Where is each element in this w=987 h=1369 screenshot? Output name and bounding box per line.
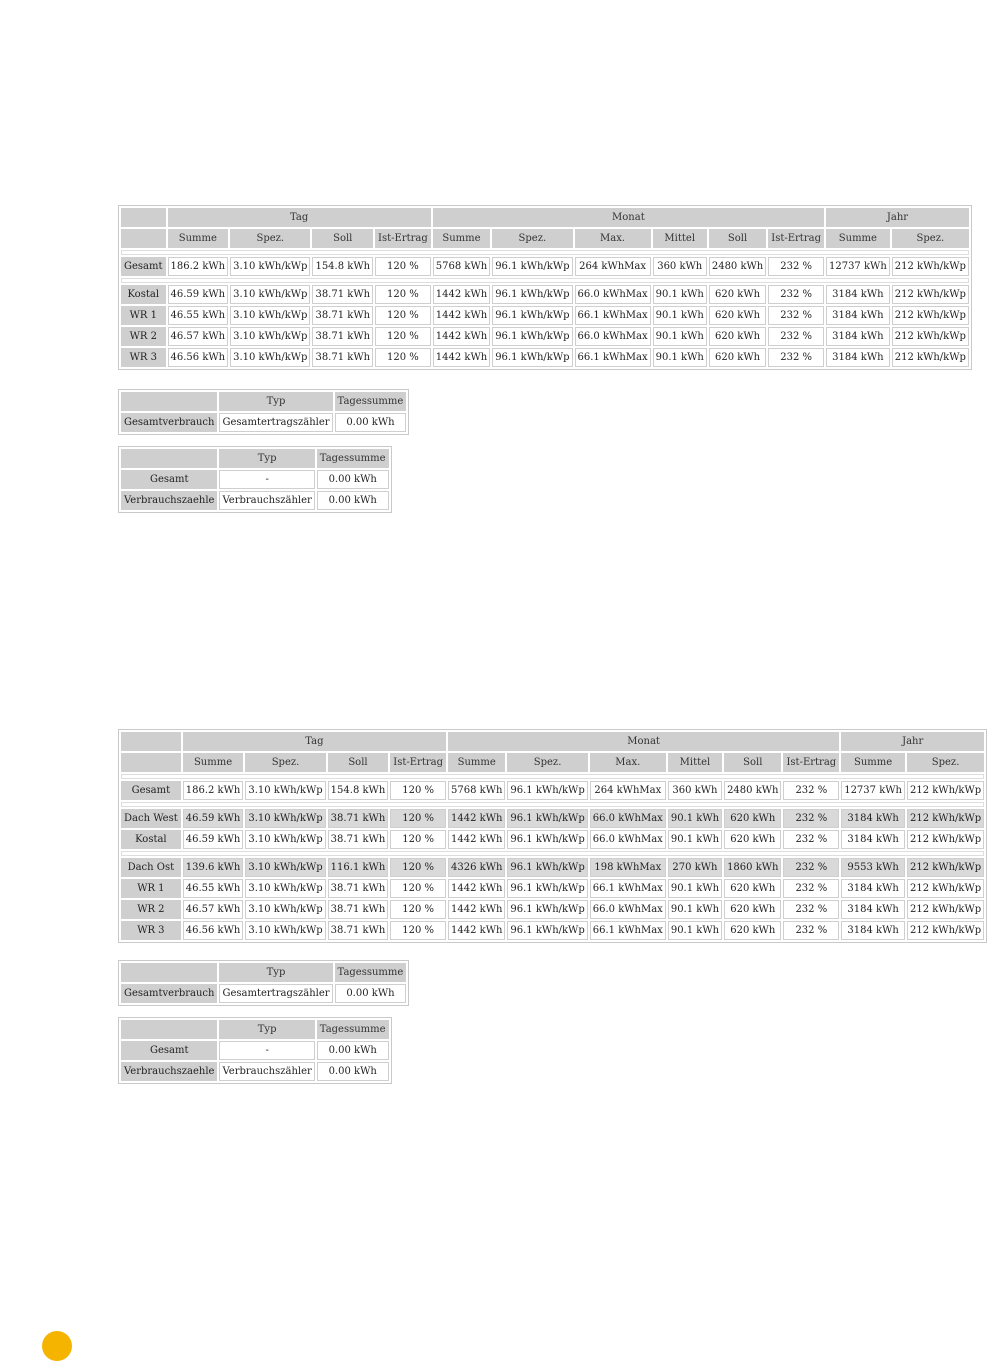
cell: 232 % bbox=[783, 830, 839, 849]
table-row bbox=[121, 830, 984, 849]
cell: 46.56 kWh bbox=[183, 921, 244, 940]
cell: 120 % bbox=[390, 900, 446, 919]
cell: 66.1 kWhMax bbox=[575, 348, 651, 367]
cell: 620 kWh bbox=[724, 900, 781, 919]
column-header: Soll bbox=[709, 229, 766, 248]
cell: 212 kWh/kWp bbox=[907, 900, 984, 919]
cell: 3184 kWh bbox=[826, 285, 890, 304]
cell: 1442 kWh bbox=[448, 921, 505, 940]
cell: 3.10 kWh/kWp bbox=[245, 900, 325, 919]
cell: 212 kWh/kWp bbox=[892, 348, 969, 367]
table-row bbox=[121, 879, 984, 898]
cell: 212 kWh/kWp bbox=[907, 921, 984, 940]
cell: 120 % bbox=[375, 285, 431, 304]
cell: 46.57 kWh bbox=[183, 900, 244, 919]
column-header: Soll bbox=[312, 229, 373, 248]
cell: Gesamtertragszähler bbox=[219, 984, 332, 1003]
column-header: Spez. bbox=[907, 753, 984, 772]
column-header: Summe bbox=[183, 753, 244, 772]
cell: 3.10 kWh/kWp bbox=[245, 879, 325, 898]
cell: 46.59 kWh bbox=[183, 830, 244, 849]
cell: 90.1 kWh bbox=[668, 921, 722, 940]
column-header: Soll bbox=[724, 753, 781, 772]
cell: 120 % bbox=[390, 830, 446, 849]
cell: 120 % bbox=[390, 781, 446, 800]
column-header: Ist-Ertrag bbox=[390, 753, 446, 772]
cell: 232 % bbox=[783, 809, 839, 828]
cell: 3184 kWh bbox=[826, 348, 890, 367]
cell: 116.1 kWh bbox=[328, 858, 389, 877]
column-header: Spez. bbox=[230, 229, 310, 248]
cell: 232 % bbox=[783, 921, 839, 940]
column-header: Summe bbox=[433, 229, 490, 248]
cell: 212 kWh/kWp bbox=[907, 830, 984, 849]
cell: 198 kWhMax bbox=[590, 858, 666, 877]
cell: 2480 kWh bbox=[709, 257, 766, 276]
table-row bbox=[121, 348, 969, 367]
table-row bbox=[121, 1041, 389, 1060]
cell: 120 % bbox=[375, 348, 431, 367]
cell: 90.1 kWh bbox=[668, 879, 722, 898]
row-label: Gesamtverbrauch bbox=[121, 413, 217, 432]
row-label: Gesamt bbox=[121, 470, 217, 489]
group-header-day: Tag bbox=[168, 208, 431, 227]
cell: 620 kWh bbox=[709, 348, 766, 367]
row-label: Kostal bbox=[121, 830, 181, 849]
cell: 3184 kWh bbox=[841, 900, 905, 919]
cell: 66.0 kWhMax bbox=[575, 327, 651, 346]
column-header: Summe bbox=[841, 753, 905, 772]
cell: 0.00 kWh bbox=[317, 491, 389, 510]
cell: 90.1 kWh bbox=[653, 327, 707, 346]
row-label: Dach West bbox=[121, 809, 181, 828]
cell: 4326 kWh bbox=[448, 858, 505, 877]
row-label: Gesamt bbox=[121, 1041, 217, 1060]
cell: 3.10 kWh/kWp bbox=[230, 327, 310, 346]
cell: 66.0 kWhMax bbox=[590, 809, 666, 828]
group-header-year: Jahr bbox=[841, 732, 984, 751]
cell: 3184 kWh bbox=[841, 830, 905, 849]
column-header: Ist-Ertrag bbox=[375, 229, 431, 248]
cell: 38.71 kWh bbox=[328, 830, 389, 849]
cell: 46.56 kWh bbox=[168, 348, 229, 367]
cell: 90.1 kWh bbox=[653, 348, 707, 367]
cell: 120 % bbox=[390, 879, 446, 898]
table-row bbox=[121, 858, 984, 877]
cell: 0.00 kWh bbox=[317, 1062, 389, 1081]
cell: 232 % bbox=[783, 858, 839, 877]
group-header-month: Monat bbox=[433, 208, 824, 227]
cell: 0.00 kWh bbox=[335, 984, 407, 1003]
cell: 3184 kWh bbox=[841, 879, 905, 898]
cell: 46.55 kWh bbox=[168, 306, 229, 325]
cell: 120 % bbox=[375, 306, 431, 325]
cell: 120 % bbox=[375, 327, 431, 346]
cell: 264 kWhMax bbox=[575, 257, 651, 276]
cell: 5768 kWh bbox=[433, 257, 490, 276]
cell: 96.1 kWh/kWp bbox=[507, 781, 587, 800]
row-label: Verbrauchszaehle bbox=[121, 1062, 217, 1081]
cell: 46.59 kWh bbox=[183, 809, 244, 828]
cell: 212 kWh/kWp bbox=[892, 285, 969, 304]
cell: 46.59 kWh bbox=[168, 285, 229, 304]
cell: 620 kWh bbox=[724, 879, 781, 898]
cell: 5768 kWh bbox=[448, 781, 505, 800]
group-header-day: Tag bbox=[183, 732, 446, 751]
cell: 270 kWh bbox=[668, 858, 722, 877]
cell: 3184 kWh bbox=[841, 809, 905, 828]
cell: 38.71 kWh bbox=[312, 348, 373, 367]
cell: 620 kWh bbox=[709, 306, 766, 325]
yield-overview-table bbox=[118, 205, 972, 370]
cell: 38.71 kWh bbox=[312, 306, 373, 325]
cell: 38.71 kWh bbox=[328, 900, 389, 919]
table-row bbox=[121, 984, 406, 1003]
cell: 212 kWh/kWp bbox=[907, 809, 984, 828]
table-row bbox=[121, 327, 969, 346]
table-row bbox=[121, 257, 969, 276]
cell: 3.10 kWh/kWp bbox=[245, 781, 325, 800]
cell: 96.1 kWh/kWp bbox=[492, 285, 572, 304]
row-label: WR 1 bbox=[121, 879, 181, 898]
cell: 232 % bbox=[768, 327, 824, 346]
column-header: Typ bbox=[219, 392, 332, 411]
column-header: Typ bbox=[219, 449, 314, 468]
cell: 90.1 kWh bbox=[668, 809, 722, 828]
cell: 620 kWh bbox=[709, 327, 766, 346]
cell: 120 % bbox=[375, 257, 431, 276]
cell: 620 kWh bbox=[724, 809, 781, 828]
column-header: Mittel bbox=[653, 229, 707, 248]
cell: 1442 kWh bbox=[448, 830, 505, 849]
column-header: Tagessumme bbox=[335, 392, 407, 411]
column-header: Ist-Ertrag bbox=[768, 229, 824, 248]
column-header: Spez. bbox=[245, 753, 325, 772]
table-row bbox=[121, 900, 984, 919]
cell: 232 % bbox=[768, 348, 824, 367]
cell: 120 % bbox=[390, 921, 446, 940]
cell: 90.1 kWh bbox=[668, 830, 722, 849]
cell: 212 kWh/kWp bbox=[892, 327, 969, 346]
cell: 1442 kWh bbox=[433, 327, 490, 346]
cell: 232 % bbox=[783, 781, 839, 800]
column-header: Mittel bbox=[668, 753, 722, 772]
cell: 186.2 kWh bbox=[183, 781, 244, 800]
table-row bbox=[121, 921, 984, 940]
row-label: WR 1 bbox=[121, 306, 166, 325]
cell: 3.10 kWh/kWp bbox=[245, 809, 325, 828]
cell: 1442 kWh bbox=[448, 809, 505, 828]
cell: 232 % bbox=[768, 285, 824, 304]
consumption-table bbox=[118, 960, 409, 1006]
cell: 96.1 kWh/kWp bbox=[507, 830, 587, 849]
cell: 360 kWh bbox=[668, 781, 722, 800]
cell: 1442 kWh bbox=[433, 306, 490, 325]
row-label: WR 3 bbox=[121, 921, 181, 940]
cell: 3184 kWh bbox=[826, 306, 890, 325]
cell: 232 % bbox=[768, 257, 824, 276]
cell: 264 kWhMax bbox=[590, 781, 666, 800]
cell: 360 kWh bbox=[653, 257, 707, 276]
cell: Verbrauchszähler bbox=[219, 1062, 314, 1081]
cell: 120 % bbox=[390, 809, 446, 828]
column-header: Spez. bbox=[892, 229, 969, 248]
cell: 3.10 kWh/kWp bbox=[245, 858, 325, 877]
cell: 3.10 kWh/kWp bbox=[230, 306, 310, 325]
cell: 120 % bbox=[390, 858, 446, 877]
row-label: WR 3 bbox=[121, 348, 166, 367]
cell: 3.10 kWh/kWp bbox=[230, 348, 310, 367]
cell: 90.1 kWh bbox=[653, 306, 707, 325]
row-label: Verbrauchszaehle bbox=[121, 491, 217, 510]
column-header: Max. bbox=[575, 229, 651, 248]
row-label: Kostal bbox=[121, 285, 166, 304]
cell: 38.71 kWh bbox=[328, 921, 389, 940]
cell: 0.00 kWh bbox=[335, 413, 407, 432]
cell: 1442 kWh bbox=[433, 348, 490, 367]
cell: Gesamtertragszähler bbox=[219, 413, 332, 432]
cell: 232 % bbox=[783, 879, 839, 898]
row-label: Gesamtverbrauch bbox=[121, 984, 217, 1003]
column-header: Soll bbox=[328, 753, 389, 772]
cell: 96.1 kWh/kWp bbox=[507, 921, 587, 940]
cell: 2480 kWh bbox=[724, 781, 781, 800]
cell: Verbrauchszähler bbox=[219, 491, 314, 510]
cell: 66.0 kWhMax bbox=[590, 830, 666, 849]
row-label: WR 2 bbox=[121, 327, 166, 346]
cell: 232 % bbox=[783, 900, 839, 919]
cell: 186.2 kWh bbox=[168, 257, 229, 276]
cell: 66.1 kWhMax bbox=[590, 921, 666, 940]
cell: 96.1 kWh/kWp bbox=[507, 900, 587, 919]
cell: 3184 kWh bbox=[826, 327, 890, 346]
column-header: Summe bbox=[448, 753, 505, 772]
cell: 96.1 kWh/kWp bbox=[492, 257, 572, 276]
meter-table bbox=[118, 1017, 392, 1084]
table-row bbox=[121, 809, 984, 828]
cell: 3.10 kWh/kWp bbox=[245, 921, 325, 940]
cell: - bbox=[219, 1041, 314, 1060]
table-row bbox=[121, 491, 389, 510]
cell: 38.71 kWh bbox=[312, 285, 373, 304]
column-header: Tagessumme bbox=[317, 1020, 389, 1039]
cell: 139.6 kWh bbox=[183, 858, 244, 877]
cell: 620 kWh bbox=[709, 285, 766, 304]
column-header: Tagessumme bbox=[317, 449, 389, 468]
cell: 212 kWh/kWp bbox=[907, 781, 984, 800]
column-header: Ist-Ertrag bbox=[783, 753, 839, 772]
cell: 66.0 kWhMax bbox=[590, 900, 666, 919]
column-header: Spez. bbox=[507, 753, 587, 772]
cell: 46.57 kWh bbox=[168, 327, 229, 346]
cell: 96.1 kWh/kWp bbox=[507, 879, 587, 898]
cell: 3184 kWh bbox=[841, 921, 905, 940]
cell: 154.8 kWh bbox=[312, 257, 373, 276]
cell: 12737 kWh bbox=[841, 781, 905, 800]
meter-table bbox=[118, 446, 392, 513]
row-label: Dach Ost bbox=[121, 858, 181, 877]
cell: 96.1 kWh/kWp bbox=[507, 809, 587, 828]
cell: 66.1 kWhMax bbox=[590, 879, 666, 898]
column-header: Typ bbox=[219, 1020, 314, 1039]
cell: 620 kWh bbox=[724, 921, 781, 940]
table-row bbox=[121, 781, 984, 800]
column-header: Spez. bbox=[492, 229, 572, 248]
cell: 38.71 kWh bbox=[328, 809, 389, 828]
table-row bbox=[121, 306, 969, 325]
page-marker-dot bbox=[42, 1331, 72, 1361]
cell: 212 kWh/kWp bbox=[907, 858, 984, 877]
cell: 232 % bbox=[768, 306, 824, 325]
table-row bbox=[121, 413, 406, 432]
cell: 90.1 kWh bbox=[653, 285, 707, 304]
cell: 66.0 kWhMax bbox=[575, 285, 651, 304]
cell: 9553 kWh bbox=[841, 858, 905, 877]
cell: 1442 kWh bbox=[448, 879, 505, 898]
table-row bbox=[121, 470, 389, 489]
cell: 96.1 kWh/kWp bbox=[492, 306, 572, 325]
cell: 38.71 kWh bbox=[312, 327, 373, 346]
cell: 66.1 kWhMax bbox=[575, 306, 651, 325]
row-label: Gesamt bbox=[121, 257, 166, 276]
cell: 1442 kWh bbox=[433, 285, 490, 304]
cell: 38.71 kWh bbox=[328, 879, 389, 898]
column-header: Typ bbox=[219, 963, 332, 982]
cell: 3.10 kWh/kWp bbox=[245, 830, 325, 849]
table-row bbox=[121, 285, 969, 304]
column-header: Summe bbox=[826, 229, 890, 248]
column-header: Summe bbox=[168, 229, 229, 248]
cell: 96.1 kWh/kWp bbox=[507, 858, 587, 877]
cell: 154.8 kWh bbox=[328, 781, 389, 800]
cell: 3.10 kWh/kWp bbox=[230, 257, 310, 276]
cell: - bbox=[219, 470, 314, 489]
cell: 96.1 kWh/kWp bbox=[492, 327, 572, 346]
column-header: Tagessumme bbox=[335, 963, 407, 982]
cell: 212 kWh/kWp bbox=[907, 879, 984, 898]
cell: 1860 kWh bbox=[724, 858, 781, 877]
group-header-year: Jahr bbox=[826, 208, 969, 227]
cell: 90.1 kWh bbox=[668, 900, 722, 919]
cell: 12737 kWh bbox=[826, 257, 890, 276]
cell: 1442 kWh bbox=[448, 900, 505, 919]
cell: 212 kWh/kWp bbox=[892, 257, 969, 276]
group-header-month: Monat bbox=[448, 732, 839, 751]
yield-overview-table-grouped bbox=[118, 729, 987, 943]
row-label: WR 2 bbox=[121, 900, 181, 919]
cell: 0.00 kWh bbox=[317, 470, 389, 489]
consumption-table bbox=[118, 389, 409, 435]
column-header: Max. bbox=[590, 753, 666, 772]
cell: 3.10 kWh/kWp bbox=[230, 285, 310, 304]
cell: 0.00 kWh bbox=[317, 1041, 389, 1060]
cell: 96.1 kWh/kWp bbox=[492, 348, 572, 367]
table-row bbox=[121, 1062, 389, 1081]
cell: 46.55 kWh bbox=[183, 879, 244, 898]
cell: 212 kWh/kWp bbox=[892, 306, 969, 325]
cell: 620 kWh bbox=[724, 830, 781, 849]
row-label: Gesamt bbox=[121, 781, 181, 800]
